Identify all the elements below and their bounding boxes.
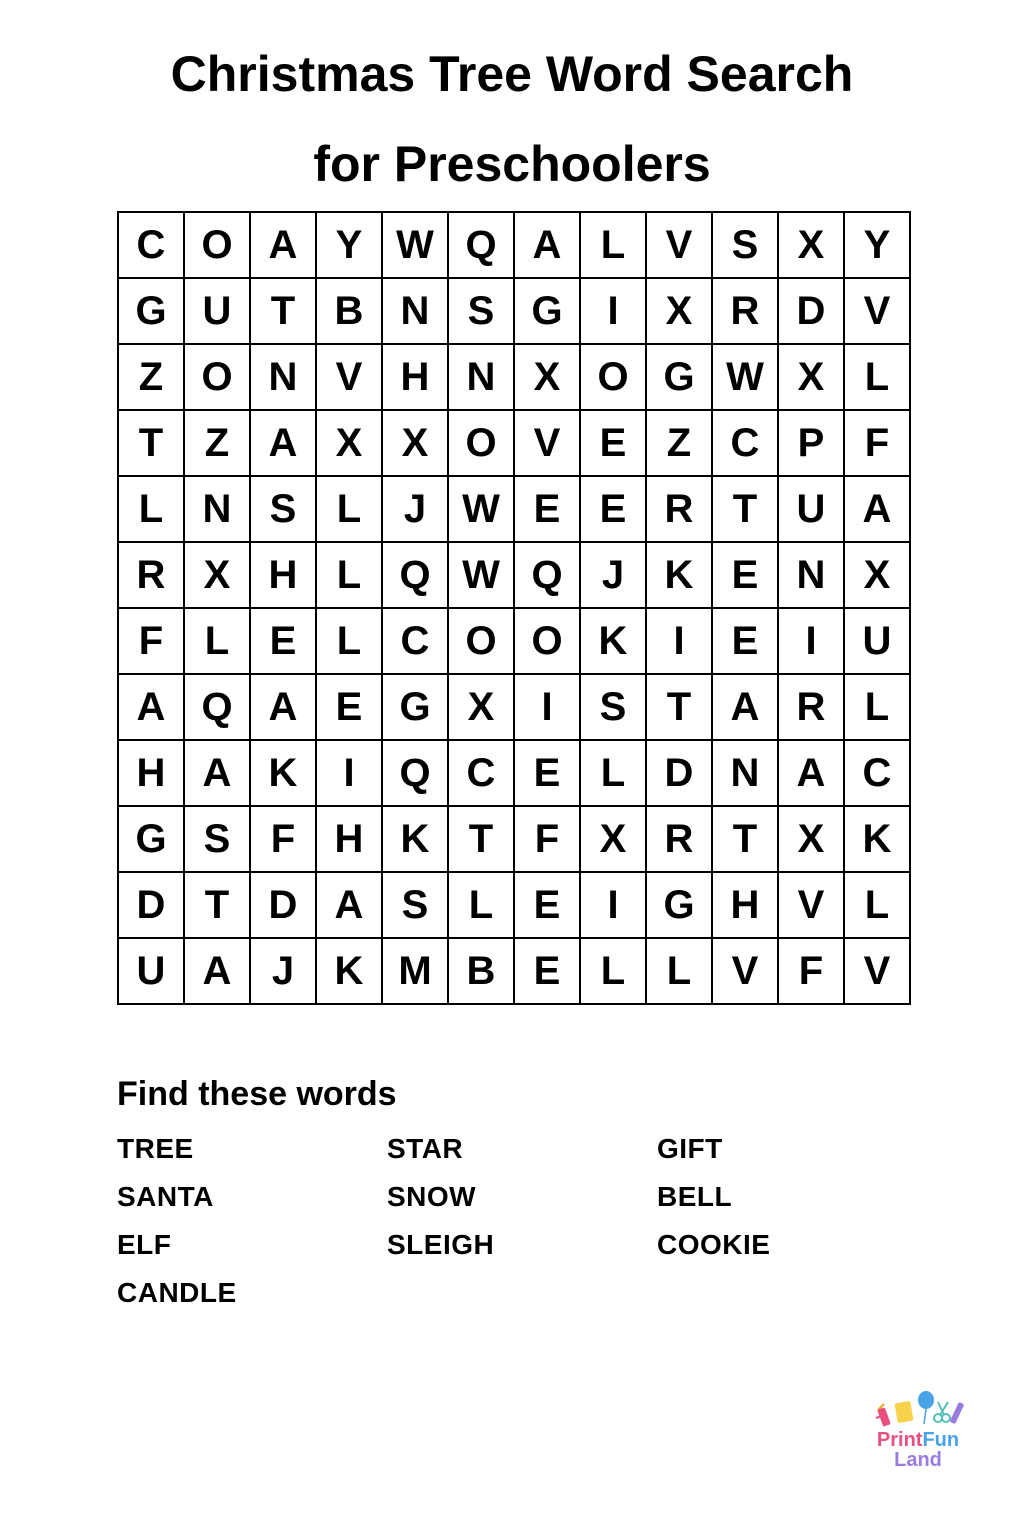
grid-cell: D bbox=[250, 872, 316, 938]
grid-cell: I bbox=[580, 278, 646, 344]
grid-cell: V bbox=[844, 938, 910, 1004]
grid-cell: O bbox=[448, 410, 514, 476]
grid-cell: C bbox=[844, 740, 910, 806]
grid-cell: Z bbox=[184, 410, 250, 476]
grid-cell: X bbox=[778, 344, 844, 410]
grid-cell: B bbox=[316, 278, 382, 344]
grid-cell: T bbox=[712, 476, 778, 542]
grid-cell: M bbox=[382, 938, 448, 1004]
grid-cell: P bbox=[778, 410, 844, 476]
grid-row bbox=[118, 476, 910, 542]
grid-cell: S bbox=[448, 278, 514, 344]
grid-cell: L bbox=[316, 476, 382, 542]
grid-cell: L bbox=[646, 938, 712, 1004]
grid-cell: L bbox=[844, 872, 910, 938]
logo-word-land: Land bbox=[894, 1449, 942, 1471]
grid-cell: G bbox=[382, 674, 448, 740]
grid-cell: T bbox=[448, 806, 514, 872]
grid-cell: G bbox=[514, 278, 580, 344]
grid-cell: U bbox=[778, 476, 844, 542]
grid-cell: X bbox=[382, 410, 448, 476]
grid-row bbox=[118, 674, 910, 740]
grid-cell: S bbox=[250, 476, 316, 542]
grid-cell: K bbox=[382, 806, 448, 872]
grid-cell: H bbox=[316, 806, 382, 872]
grid-cell: O bbox=[448, 608, 514, 674]
grid-cell: J bbox=[580, 542, 646, 608]
grid-cell: V bbox=[778, 872, 844, 938]
grid-cell: J bbox=[382, 476, 448, 542]
grid-cell: A bbox=[250, 212, 316, 278]
grid-cell: Y bbox=[844, 212, 910, 278]
grid-cell: L bbox=[844, 344, 910, 410]
grid-cell: N bbox=[184, 476, 250, 542]
grid-cell: A bbox=[184, 740, 250, 806]
grid-cell: O bbox=[580, 344, 646, 410]
grid-cell: G bbox=[646, 872, 712, 938]
grid-cell: T bbox=[646, 674, 712, 740]
grid-cell: I bbox=[646, 608, 712, 674]
logo-word-fun: Fun bbox=[922, 1429, 960, 1451]
grid-row bbox=[118, 872, 910, 938]
grid-cell: W bbox=[448, 542, 514, 608]
grid-cell: L bbox=[844, 674, 910, 740]
grid-cell: E bbox=[712, 608, 778, 674]
grid-cell: W bbox=[712, 344, 778, 410]
grid-cell: Z bbox=[118, 344, 184, 410]
grid-cell: A bbox=[118, 674, 184, 740]
word-list-item: SLEIGH bbox=[387, 1229, 495, 1260]
grid-row bbox=[118, 608, 910, 674]
grid-cell: L bbox=[580, 740, 646, 806]
word-list-item: CANDLE bbox=[117, 1277, 237, 1308]
grid-cell: V bbox=[316, 344, 382, 410]
word-list-item: ELF bbox=[117, 1229, 172, 1260]
grid-cell: L bbox=[448, 872, 514, 938]
grid-cell: A bbox=[316, 872, 382, 938]
grid-cell: V bbox=[712, 938, 778, 1004]
logo-text-printfun bbox=[866, 1430, 970, 1450]
grid-cell: X bbox=[514, 344, 580, 410]
grid-cell: X bbox=[646, 278, 712, 344]
grid-cell: A bbox=[514, 212, 580, 278]
grid-cell: X bbox=[448, 674, 514, 740]
grid-cell: Z bbox=[646, 410, 712, 476]
grid-cell: U bbox=[118, 938, 184, 1004]
word-list-item: SANTA bbox=[117, 1181, 214, 1212]
grid-cell: V bbox=[646, 212, 712, 278]
grid-row bbox=[118, 542, 910, 608]
grid-cell: L bbox=[118, 476, 184, 542]
grid-row bbox=[118, 212, 910, 278]
grid-cell: C bbox=[382, 608, 448, 674]
grid-cell: A bbox=[778, 740, 844, 806]
grid-cell: E bbox=[316, 674, 382, 740]
grid-cell: E bbox=[514, 938, 580, 1004]
grid-cell: H bbox=[712, 872, 778, 938]
grid-cell: R bbox=[712, 278, 778, 344]
grid-cell: K bbox=[646, 542, 712, 608]
craft-supplies-icon bbox=[866, 1388, 970, 1432]
grid-cell: D bbox=[118, 872, 184, 938]
grid-cell: F bbox=[844, 410, 910, 476]
grid-cell: Q bbox=[514, 542, 580, 608]
grid-cell: F bbox=[250, 806, 316, 872]
page-title-line-1: Christmas Tree Word Search bbox=[170, 46, 854, 102]
grid-cell: E bbox=[514, 740, 580, 806]
grid-cell: B bbox=[448, 938, 514, 1004]
grid-cell: S bbox=[712, 212, 778, 278]
grid-cell: V bbox=[514, 410, 580, 476]
grid-cell: A bbox=[184, 938, 250, 1004]
grid-cell: O bbox=[184, 344, 250, 410]
grid-cell: D bbox=[646, 740, 712, 806]
grid-cell: I bbox=[580, 872, 646, 938]
grid-cell: E bbox=[580, 476, 646, 542]
grid-cell: E bbox=[250, 608, 316, 674]
grid-cell: E bbox=[514, 476, 580, 542]
grid-cell: W bbox=[382, 212, 448, 278]
grid-cell: N bbox=[712, 740, 778, 806]
grid-row bbox=[118, 740, 910, 806]
word-list-item: COOKIE bbox=[657, 1229, 771, 1260]
grid-cell: T bbox=[184, 872, 250, 938]
grid-cell: O bbox=[514, 608, 580, 674]
grid-cell: X bbox=[844, 542, 910, 608]
grid-cell: J bbox=[250, 938, 316, 1004]
grid-cell: D bbox=[778, 278, 844, 344]
grid-cell: V bbox=[844, 278, 910, 344]
grid-cell: I bbox=[316, 740, 382, 806]
grid-cell: C bbox=[712, 410, 778, 476]
grid-cell: S bbox=[580, 674, 646, 740]
grid-cell: O bbox=[184, 212, 250, 278]
grid-cell: K bbox=[580, 608, 646, 674]
grid-cell: K bbox=[844, 806, 910, 872]
grid-cell: C bbox=[118, 212, 184, 278]
grid-row bbox=[118, 344, 910, 410]
word-list-item: TREE bbox=[117, 1133, 194, 1164]
grid-cell: A bbox=[250, 410, 316, 476]
grid-cell: L bbox=[316, 608, 382, 674]
grid-cell: Q bbox=[382, 542, 448, 608]
grid-cell: X bbox=[778, 212, 844, 278]
grid-cell: K bbox=[250, 740, 316, 806]
grid-cell: X bbox=[184, 542, 250, 608]
logo-text-land bbox=[866, 1450, 970, 1470]
logo-word-print: Print bbox=[876, 1429, 923, 1451]
grid-cell: R bbox=[778, 674, 844, 740]
grid-cell: S bbox=[184, 806, 250, 872]
grid-cell: H bbox=[250, 542, 316, 608]
word-list-item: GIFT bbox=[657, 1133, 723, 1164]
grid-cell: H bbox=[382, 344, 448, 410]
grid-cell: X bbox=[778, 806, 844, 872]
word-list-heading: Find these words bbox=[117, 1075, 397, 1113]
grid-cell: E bbox=[514, 872, 580, 938]
grid-cell: W bbox=[448, 476, 514, 542]
word-list-item: STAR bbox=[387, 1133, 464, 1164]
grid-cell: X bbox=[316, 410, 382, 476]
grid-cell: Q bbox=[184, 674, 250, 740]
word-list-item: BELL bbox=[657, 1181, 733, 1212]
grid-row bbox=[118, 410, 910, 476]
grid-cell: R bbox=[646, 806, 712, 872]
grid-cell: E bbox=[580, 410, 646, 476]
grid-cell: U bbox=[844, 608, 910, 674]
grid-cell: Y bbox=[316, 212, 382, 278]
word-list-item: SNOW bbox=[387, 1181, 477, 1212]
grid-cell: N bbox=[778, 542, 844, 608]
grid-cell: F bbox=[514, 806, 580, 872]
grid-cell: G bbox=[118, 278, 184, 344]
grid-cell: Q bbox=[448, 212, 514, 278]
grid-cell: N bbox=[382, 278, 448, 344]
page-title-line-2: for Preschoolers bbox=[313, 136, 711, 192]
grid-cell: N bbox=[448, 344, 514, 410]
grid-cell: X bbox=[580, 806, 646, 872]
word-search-grid bbox=[117, 211, 911, 1005]
grid-cell: H bbox=[118, 740, 184, 806]
grid-cell: N bbox=[250, 344, 316, 410]
grid-cell: T bbox=[712, 806, 778, 872]
grid-cell: A bbox=[844, 476, 910, 542]
grid-cell: A bbox=[250, 674, 316, 740]
grid-cell: I bbox=[778, 608, 844, 674]
grid-cell: E bbox=[712, 542, 778, 608]
grid-row bbox=[118, 938, 910, 1004]
grid-cell: F bbox=[778, 938, 844, 1004]
grid-cell: K bbox=[316, 938, 382, 1004]
grid-cell: T bbox=[250, 278, 316, 344]
grid-cell: L bbox=[580, 938, 646, 1004]
grid-cell: G bbox=[646, 344, 712, 410]
grid-cell: A bbox=[712, 674, 778, 740]
grid-cell: G bbox=[118, 806, 184, 872]
grid-cell: U bbox=[184, 278, 250, 344]
grid-row bbox=[118, 278, 910, 344]
grid-cell: L bbox=[184, 608, 250, 674]
grid-cell: T bbox=[118, 410, 184, 476]
grid-cell: Q bbox=[382, 740, 448, 806]
grid-cell: L bbox=[580, 212, 646, 278]
grid-cell: R bbox=[646, 476, 712, 542]
grid-row bbox=[118, 806, 910, 872]
grid-cell: R bbox=[118, 542, 184, 608]
grid-cell: F bbox=[118, 608, 184, 674]
printfunland-logo bbox=[866, 1388, 970, 1472]
grid-cell: C bbox=[448, 740, 514, 806]
grid-cell: L bbox=[316, 542, 382, 608]
grid-cell: I bbox=[514, 674, 580, 740]
grid-cell: S bbox=[382, 872, 448, 938]
